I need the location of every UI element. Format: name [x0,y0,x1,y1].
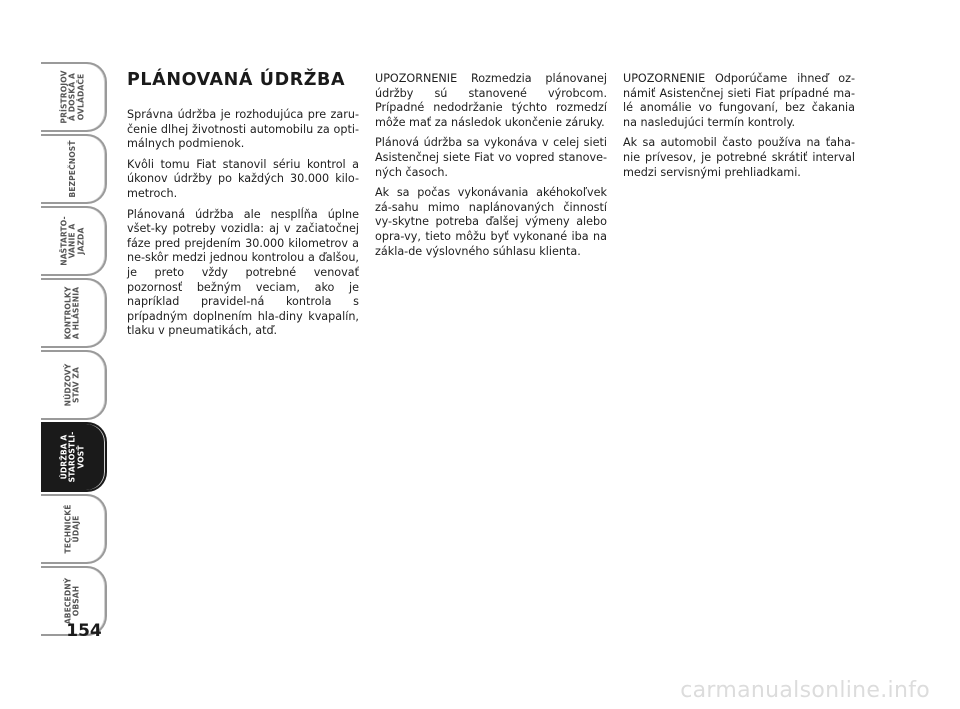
warning-paragraph: UPOZORNENIE Rozmedzia plánovanej údržby sú stanovené výrobcom. Prípadné nedodržanie týchto rozmedzí môže mať za následok ukončenie záruky. [375,72,607,129]
tab-label: KONTROLKY A HLÁSENIA [63,286,81,340]
tab-label: ABECEDNÝ OBSAH [63,577,81,625]
tab-udrzba[interactable] [41,422,107,492]
tab-label: NÚDZOVÝ STAV ZA [63,363,81,407]
paragraph: Plánová údržba sa vykonáva v celej sieti Asistenčnej siete Fiat vo vopred stanove-ných časoch. [375,136,607,179]
watermark: carmanualsonline.info [680,678,930,703]
paragraph: Kvôli tomu Fiat stanovil sériu kontrol a úkonov údržby po každých 30.000 kilo-metroch. [127,157,359,200]
tab-bezpecnost[interactable] [41,134,107,204]
tab-pristrojova-doska[interactable] [41,62,107,132]
tab-nastartovanie[interactable] [41,206,107,276]
paragraph: Ak sa počas vykonávania akéhokoľvek zá-sahu mimo naplánovaných činností vy-skytne potreba ďalšej výmeny alebo opra-vy, tieto môžu byť vykonané iba na zákla-de výslovného súhlasu klienta. [375,186,607,258]
tab-kontrolky[interactable] [41,278,107,348]
tab-label: BEZPEČNOSŤ [67,140,77,198]
page-title: PLÁNOVANÁ ÚDRŽBA [127,70,346,90]
tab-technicke-udaje[interactable] [41,494,107,564]
paragraph: Správna údržba je rozhodujúca pre zaru-čenie dlhej životnosti automobilu za opti-málnych podmienok. [127,108,359,151]
tab-nudzove-stavy[interactable] [41,350,107,420]
column-1 [127,70,359,345]
paragraph: Ak sa automobil často používa na ťaha-nie prívesov, je potrebné skrátiť interval medzi servisnými prehliadkami. [623,136,855,179]
column-3 [623,72,855,186]
warning-paragraph: UPOZORNENIE Odporúčame ihneď oz-námiť Asistenčnej sieti Fiat prípadné ma-lé anomálie vo fungovaní, bez čakania na nasledujúci termín kontroly. [623,72,855,129]
tab-label: ÚDRŽBA A STAROSTLI- VOSŤ [59,431,86,483]
tab-label: PRÍSTROJOV Á DOSKA A OVLÁDAČE [59,70,86,124]
tab-label: NAŠTARTO- VANIE A JAZDA [59,216,86,266]
tab-label: TECHNICKÉ ÚDAJE [63,504,81,554]
page-number: 154 [66,621,102,641]
paragraph: Plánovaná údržba ale nesplĺňa úplne všet-ky potreby vozidla: aj v začiatočnej fáze pred prejdením 30.000 kilometrov a ne-skôr medzi jednou kontrolou a ďalšou, je preto vždy potrebné venovať pozornosť bežným veciam, ako je napríklad pravidel-ná kontrola s prípadným doplnením hla-diny kvapalín, tlaku v pneumatikách, atď. [127,207,359,338]
column-2 [375,72,607,265]
